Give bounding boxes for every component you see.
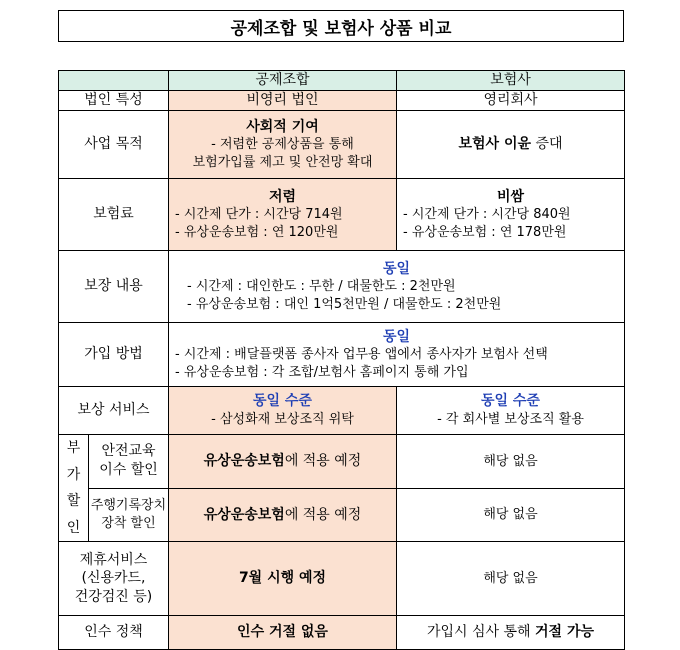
coverage-line1: - 시간제 : 대인한도 : 무한 / 대물한도 : 2천만원	[187, 279, 456, 295]
row-discount-recorder	[59, 488, 625, 542]
label-partner	[59, 542, 169, 616]
coop-premium-head: 저렴	[268, 188, 297, 205]
safety-label-line1: 안전교육	[101, 443, 156, 460]
join-line1: - 시간제 : 배달플랫폼 종사자 업무용 앱에서 종사자가 보험사 선택	[175, 347, 548, 363]
coverage-line2: - 유상운송보험 : 대인 1억5천만원 / 대물한도 : 2천만원	[187, 296, 502, 312]
insurer-partner: 해당 없음	[397, 542, 625, 616]
coop-recorder-rest: 에 적용 예정	[284, 506, 362, 523]
row-discount-safety	[59, 435, 625, 489]
insurer-underwriting-bold: 거절 가능	[535, 624, 594, 641]
header-row	[59, 71, 625, 91]
label-discount-group	[59, 435, 89, 542]
coop-claims	[169, 387, 397, 435]
insurer-purpose	[397, 111, 625, 179]
header-blank	[59, 71, 169, 91]
insurer-claims	[397, 387, 625, 435]
coop-safety-rest: 에 적용 예정	[284, 452, 362, 469]
shared-coverage	[169, 251, 625, 323]
coop-discount-safety	[169, 435, 397, 489]
insurer-discount-recorder: 해당 없음	[397, 488, 625, 542]
insurer-premium-head: 비쌈	[496, 188, 525, 205]
insurer-discount-safety: 해당 없음	[397, 435, 625, 489]
row-partner	[59, 542, 625, 616]
insurer-claims-line: - 각 회사별 보상조직 활용	[437, 412, 584, 428]
partner-label-line3: 건강검진 등)	[74, 589, 153, 606]
coop-discount-recorder	[169, 488, 397, 542]
insurer-entity: 영리회사	[397, 91, 625, 111]
header-insurer: 보험사	[397, 71, 625, 91]
insurer-purpose-bold: 보험사 이윤	[458, 136, 531, 153]
coop-claims-head: 동일 수준	[253, 393, 312, 410]
coop-recorder-bold: 유상운송보험	[203, 506, 285, 523]
label-discount-safety	[89, 435, 169, 489]
join-head: 동일	[382, 328, 411, 345]
label-claims: 보상 서비스	[59, 387, 169, 435]
row-entity	[59, 91, 625, 111]
coop-premium	[169, 179, 397, 251]
safety-label-line2: 이수 할인	[99, 462, 158, 479]
partner-label-line2: (신용카드,	[81, 570, 146, 587]
row-join	[59, 323, 625, 387]
coop-claims-line: - 삼성화재 보상조직 위탁	[211, 412, 354, 428]
insurer-premium-line2: - 유상운송보험 : 연 178만원	[403, 224, 567, 240]
label-premium: 보험료	[59, 179, 169, 251]
coop-premium-line2: - 유상운송보험 : 연 120만원	[175, 224, 339, 240]
label-coverage: 보장 내용	[59, 251, 169, 323]
row-claims	[59, 387, 625, 435]
insurer-underwriting-rest: 가입시 심사 통해	[426, 624, 536, 641]
insurer-claims-head: 동일 수준	[481, 393, 540, 410]
coop-premium-line1: - 시간제 단가 : 시간당 714원	[175, 207, 343, 223]
document-title: 공제조합 및 보험사 상품 비교	[58, 10, 624, 42]
discount-char-4: 인	[66, 519, 81, 536]
label-discount-recorder	[89, 488, 169, 542]
coop-purpose-line2: 보험가입률 제고 및 안전망 확대	[192, 154, 373, 170]
coop-underwriting: 인수 거절 없음	[169, 616, 397, 650]
label-join: 가입 방법	[59, 323, 169, 387]
join-line2: - 유상운송보험 : 각 조합/보험사 홈페이지 통해 가입	[175, 364, 469, 380]
comparison-table	[58, 70, 625, 650]
insurer-underwriting	[397, 616, 625, 650]
shared-join	[169, 323, 625, 387]
coop-purpose	[169, 111, 397, 179]
coverage-head: 동일	[382, 260, 411, 277]
discount-char-3: 할	[66, 493, 81, 510]
row-coverage	[59, 251, 625, 323]
insurer-premium	[397, 179, 625, 251]
insurer-purpose-rest: 증대	[531, 136, 563, 153]
recorder-label-line1: 주행기록장치	[90, 498, 167, 514]
coop-entity: 비영리 법인	[169, 91, 397, 111]
label-entity: 법인 특성	[59, 91, 169, 111]
discount-char-1: 부	[66, 440, 81, 456]
partner-label-line1: 제휴서비스	[79, 551, 148, 568]
row-premium	[59, 179, 625, 251]
row-underwriting	[59, 616, 625, 650]
header-coop: 공제조합	[169, 71, 397, 91]
coop-purpose-head: 사회적 기여	[246, 118, 319, 135]
label-underwriting: 인수 정책	[59, 616, 169, 650]
label-purpose: 사업 목적	[59, 111, 169, 179]
coop-safety-bold: 유상운송보험	[203, 452, 285, 469]
insurer-premium-line1: - 시간제 단가 : 시간당 840원	[403, 207, 571, 223]
discount-char-2: 가	[66, 466, 81, 483]
row-purpose	[59, 111, 625, 179]
coop-partner: 7월 시행 예정	[169, 542, 397, 616]
coop-purpose-line1: - 저렴한 공제상품을 통해	[211, 137, 354, 153]
recorder-label-line2: 장착 할인	[101, 516, 156, 532]
